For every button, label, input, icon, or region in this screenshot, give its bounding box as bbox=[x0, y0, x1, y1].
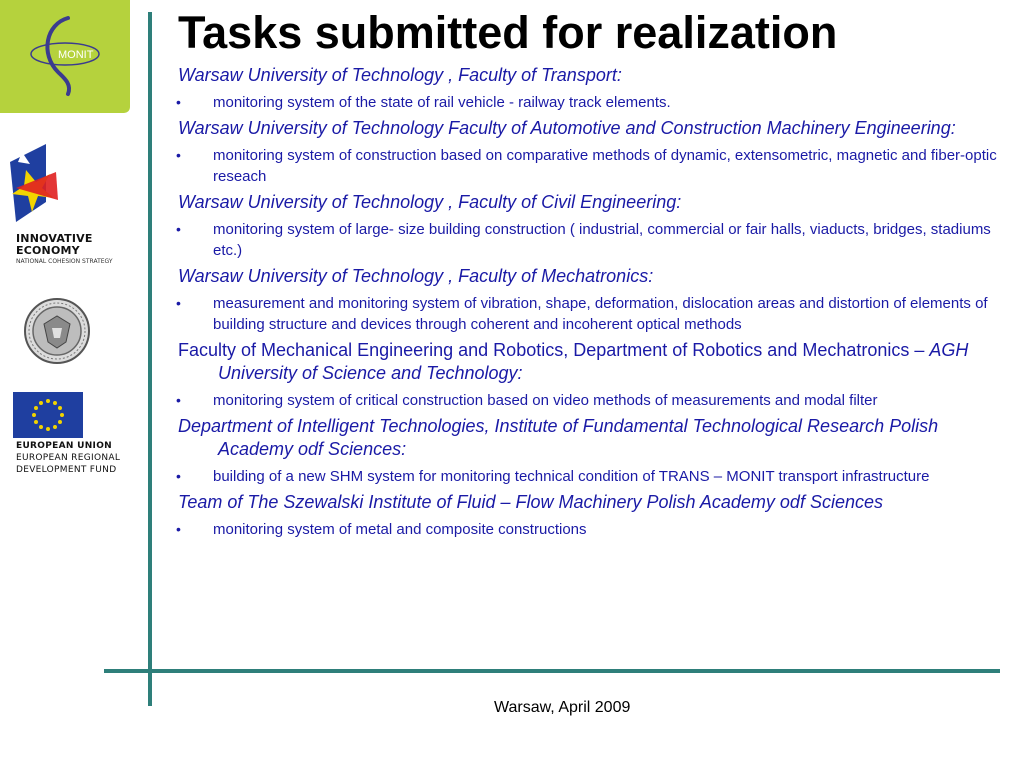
bullet-icon: • bbox=[176, 521, 181, 537]
section-heading: Warsaw University of Technology , Faculty of Mechatronics: bbox=[178, 266, 654, 286]
bullet-icon: • bbox=[176, 94, 181, 110]
vertical-divider bbox=[148, 12, 152, 706]
bullet-icon: • bbox=[176, 392, 181, 408]
list-item: • building of a new SHM system for monitoring technical condition of TRANS – MONIT transport infrastructure bbox=[176, 468, 930, 485]
university-seal-icon bbox=[22, 296, 92, 366]
bullet-icon: • bbox=[176, 468, 181, 484]
section-heading: Department of Intelligent Technologies, Institute of Fundamental Technological Research Polish Academy odf Sciences: bbox=[178, 416, 939, 459]
innovative-economy-star-icon bbox=[6, 142, 62, 232]
monit-logo-panel bbox=[0, 0, 130, 113]
section-heading: Team of The Szewalski Institute of Fluid – Flow Machinery Polish Academy odf Sciences bbox=[178, 492, 883, 512]
list-item: • monitoring system of construction based on comparative methods of dynamic, extensometric, magnetic and fiber-optic reseach bbox=[176, 147, 997, 185]
list-item: • monitoring system of the state of rail vehicle - railway track elements. bbox=[176, 94, 671, 111]
section-heading: Warsaw University of Technology , Faculty of Transport: bbox=[178, 65, 622, 85]
innovative-economy-logo-text: INNOVATIVE ECONOMY NATIONAL COHESION STRATEGY bbox=[16, 232, 113, 265]
section-heading: Warsaw University of Technology Faculty of Automotive and Construction Machinery Engineering: bbox=[178, 118, 956, 138]
monit-logo bbox=[28, 14, 102, 98]
bullet-icon: • bbox=[176, 295, 181, 311]
monit-logo-text: MONIT bbox=[58, 49, 94, 61]
list-item: • monitoring system of large- size building construction ( industrial, commercial or fair halls, viaducts, bridges, stadiums etc.) bbox=[176, 221, 991, 259]
bullet-icon: • bbox=[176, 221, 181, 237]
page-title: Tasks submitted for realization bbox=[178, 7, 838, 58]
list-item: • monitoring system of metal and composite constructions bbox=[176, 521, 587, 538]
eu-flag-icon bbox=[13, 392, 83, 438]
list-item: • measurement and monitoring system of vibration, shape, deformation, dislocation areas and distortion of elements of building structure and devices through coherent and incoherent optical methods bbox=[176, 295, 988, 333]
list-item: • monitoring system of critical construction based on video methods of measurements and modal filter bbox=[176, 392, 878, 409]
bullet-icon: • bbox=[176, 147, 181, 163]
footer-date: Warsaw, April 2009 bbox=[494, 699, 631, 716]
horizontal-divider bbox=[104, 669, 1000, 673]
section-heading: Warsaw University of Technology , Faculty of Civil Engineering: bbox=[178, 192, 682, 212]
section-heading: Faculty of Mechanical Engineering and Robotics, Department of Robotics and Mechatronics – AGH University of Science and Technology: bbox=[178, 340, 969, 383]
eu-logo-text: EUROPEAN UNION EUROPEAN REGIONAL DEVELOPMENT FUND bbox=[16, 441, 121, 475]
task-list bbox=[176, 64, 1011, 544]
